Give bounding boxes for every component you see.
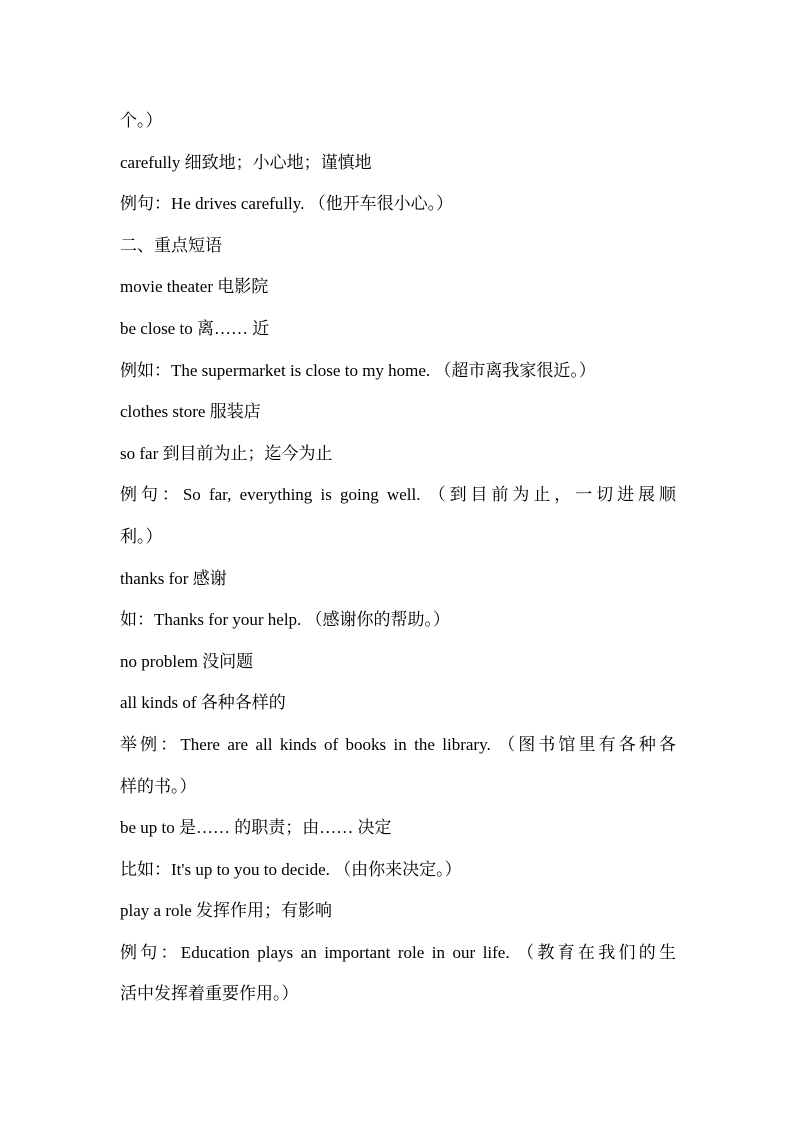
example-sentence: 例句：Education plays an important role in our life. （教育在我们的生	[120, 942, 676, 962]
phrase-entry-no-problem: no problem 没问题	[120, 651, 254, 671]
text-line: 个。）	[120, 111, 163, 130]
example-sentence: 比如：It's up to you to decide. （由你来决定。）	[120, 859, 462, 879]
example-sentence: 举例：There are all kinds of books in the library. （图书馆里有各种各	[120, 734, 676, 754]
phrase-entry-thanks-for: thanks for 感谢	[120, 568, 227, 588]
vocab-entry-carefully: carefully 细致地；小心地；谨慎地	[120, 152, 372, 172]
example-sentence: 例句：So far, everything is going well. （到目前为止，一切进展顺	[120, 485, 676, 505]
phrase-entry-movie-theater: movie theater 电影院	[120, 277, 269, 297]
document-body	[120, 100, 676, 1015]
phrase-entry-be-close-to: be close to 离…… 近	[120, 318, 270, 338]
example-sentence-continued: 利。）	[120, 526, 163, 546]
phrase-entry-play-a-role: play a role 发挥作用；有影响	[120, 901, 332, 921]
phrase-entry-so-far: so far 到目前为止；迄今为止	[120, 443, 333, 463]
example-sentence-continued: 活中发挥着重要作用。）	[120, 984, 299, 1004]
phrase-entry-clothes-store: clothes store 服装店	[120, 402, 261, 422]
example-sentence: 例句：He drives carefully. （他开车很小心。）	[120, 194, 454, 214]
example-sentence-continued: 样的书。）	[120, 776, 197, 796]
example-sentence: 如：Thanks for your help. （感谢你的帮助。）	[120, 610, 451, 630]
section-heading: 二、重点短语	[120, 235, 222, 255]
phrase-entry-be-up-to: be up to 是…… 的职责；由…… 决定	[120, 818, 392, 838]
phrase-entry-all-kinds-of: all kinds of 各种各样的	[120, 693, 286, 713]
example-sentence: 例如：The supermarket is close to my home. （超市离我家很近。）	[120, 360, 596, 380]
